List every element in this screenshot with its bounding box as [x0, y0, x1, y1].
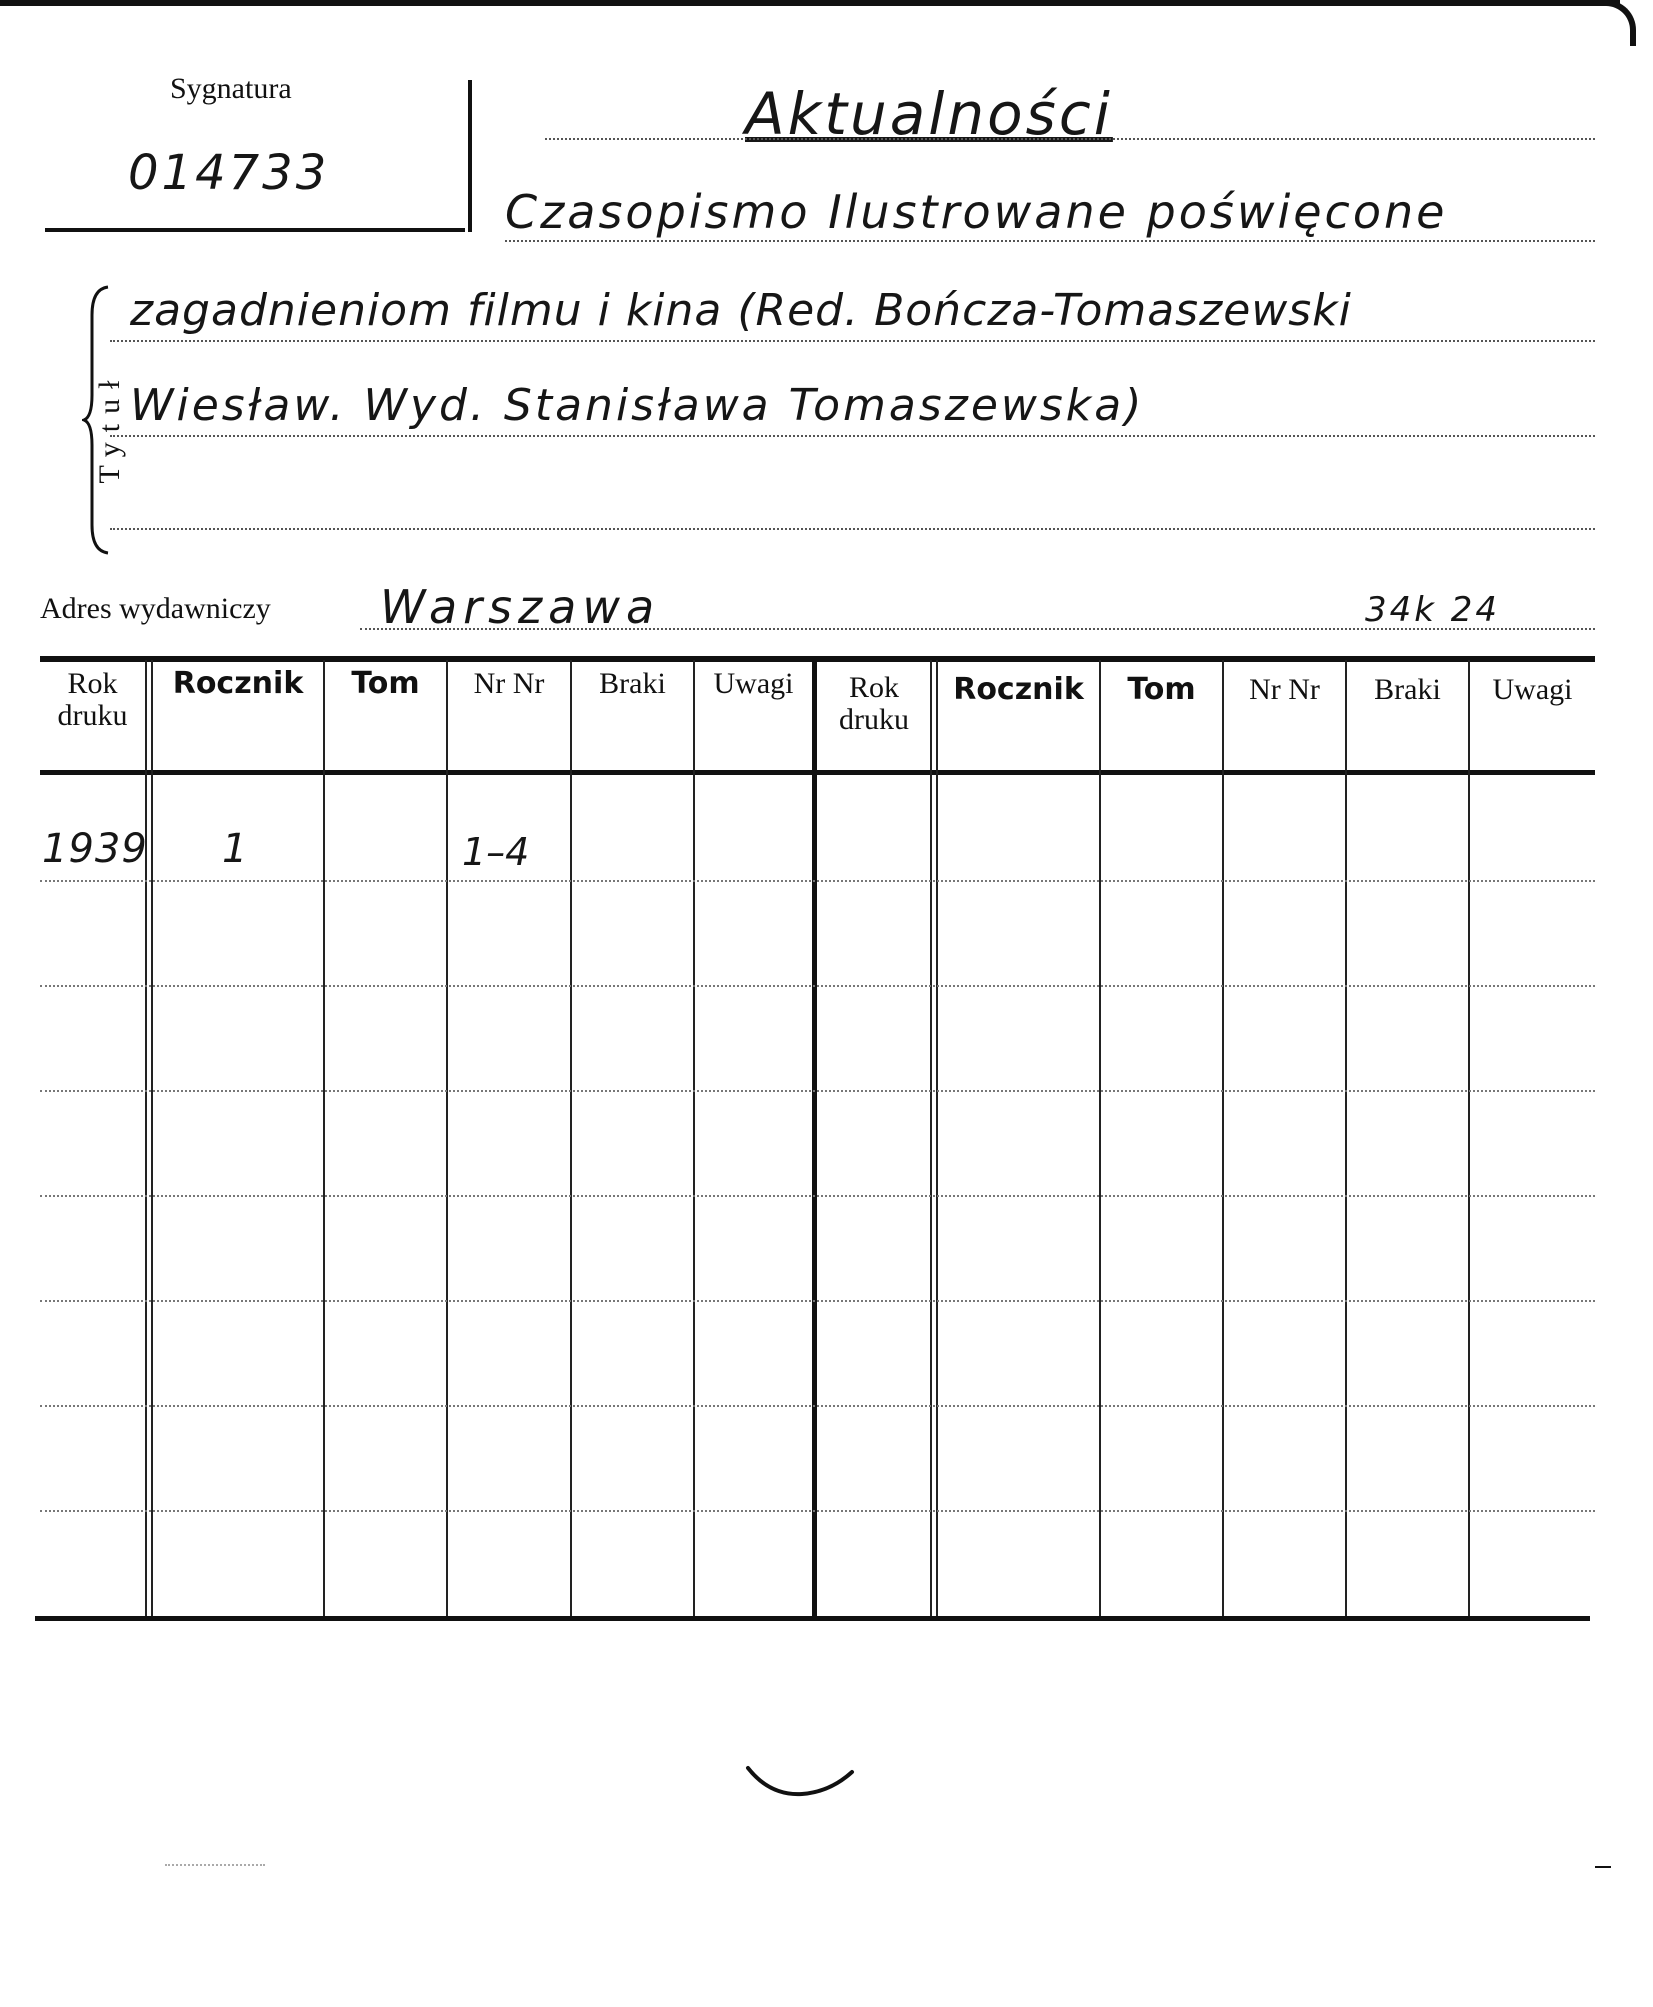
row-rok-druku: 1939	[42, 826, 148, 872]
title-brace-icon	[82, 285, 112, 555]
col-line	[1468, 660, 1470, 1616]
bottom-right-mark	[1595, 1866, 1611, 1868]
publisher-label: Adres wydawniczy	[40, 592, 271, 625]
row-line	[40, 1405, 1595, 1407]
col-line	[446, 660, 448, 1616]
title-line-1-dots	[505, 240, 1595, 242]
row-nrnr: 1–4	[462, 830, 530, 874]
title-line-2: zagadnieniom filmu i kina (Red. Bończa-Tomaszewski	[130, 285, 1352, 336]
header-uwagi-right: Uwagi	[1492, 673, 1573, 706]
header-rok-druku-right	[818, 672, 930, 736]
title-heading-dots	[545, 138, 1595, 140]
col-line	[1099, 660, 1101, 1616]
col-line	[151, 660, 153, 1616]
row-line	[40, 1300, 1595, 1302]
title-label: Tytuł	[93, 370, 126, 484]
signature-underline	[45, 228, 465, 232]
publisher-note: 34k 24	[1365, 590, 1501, 630]
header-nrnr: Nr Nr	[473, 667, 545, 700]
row-line	[40, 1195, 1595, 1197]
col-line	[930, 660, 932, 1616]
title-line-3: Wiesław. Wyd. Stanisława Tomaszewska)	[130, 380, 1145, 431]
header-rocznik-right: Rocznik	[953, 672, 1084, 707]
col-line	[936, 660, 938, 1616]
publisher-value: Warszawa	[380, 580, 661, 634]
header-tom-right: Tom	[1127, 672, 1196, 707]
col-line	[1345, 660, 1347, 1616]
title-line-4-dots	[110, 528, 1595, 530]
header-rok-druku	[40, 668, 145, 732]
header-tom: Tom	[351, 666, 420, 701]
col-line	[323, 660, 325, 1616]
bottom-left-mark	[165, 1864, 265, 1866]
header-braki-right: Braki	[1374, 673, 1441, 706]
table-center-divider	[812, 660, 817, 1616]
row-line	[40, 1510, 1595, 1512]
table-top-rule	[40, 656, 1595, 662]
title-line-2-dots	[110, 340, 1595, 342]
row-line	[40, 985, 1595, 987]
row-line	[40, 880, 1595, 882]
signature-label: Sygnatura	[170, 72, 292, 105]
pen-mark-icon	[740, 1760, 860, 1810]
signature-value: 014733	[128, 145, 330, 201]
header-nrnr-right: Nr Nr	[1249, 673, 1320, 706]
header-braki: Braki	[599, 667, 666, 700]
table-bottom-rule	[35, 1616, 1590, 1621]
col-line	[570, 660, 572, 1616]
col-line	[1222, 660, 1224, 1616]
title-line-3-dots	[110, 435, 1595, 437]
row-line	[40, 1090, 1595, 1092]
row-rocznik: 1	[222, 826, 251, 872]
col-line	[693, 660, 695, 1616]
col-line	[145, 660, 147, 1616]
header-uwagi: Uwagi	[713, 667, 794, 700]
title-line-1: Czasopismo Ilustrowane poświęcone	[505, 185, 1448, 239]
header-rok-druku-label: Rok druku	[57, 667, 128, 732]
header-rok-druku-right-label: Rok druku	[839, 671, 909, 736]
card-corner	[1590, 0, 1636, 46]
card-top-border	[0, 0, 1620, 6]
header-rocznik: Rocznik	[172, 666, 304, 701]
title-heading: Aktualności	[745, 80, 1113, 148]
signature-divider	[468, 80, 472, 232]
table-header-rule	[40, 770, 1595, 775]
publisher-dots	[360, 628, 1595, 630]
